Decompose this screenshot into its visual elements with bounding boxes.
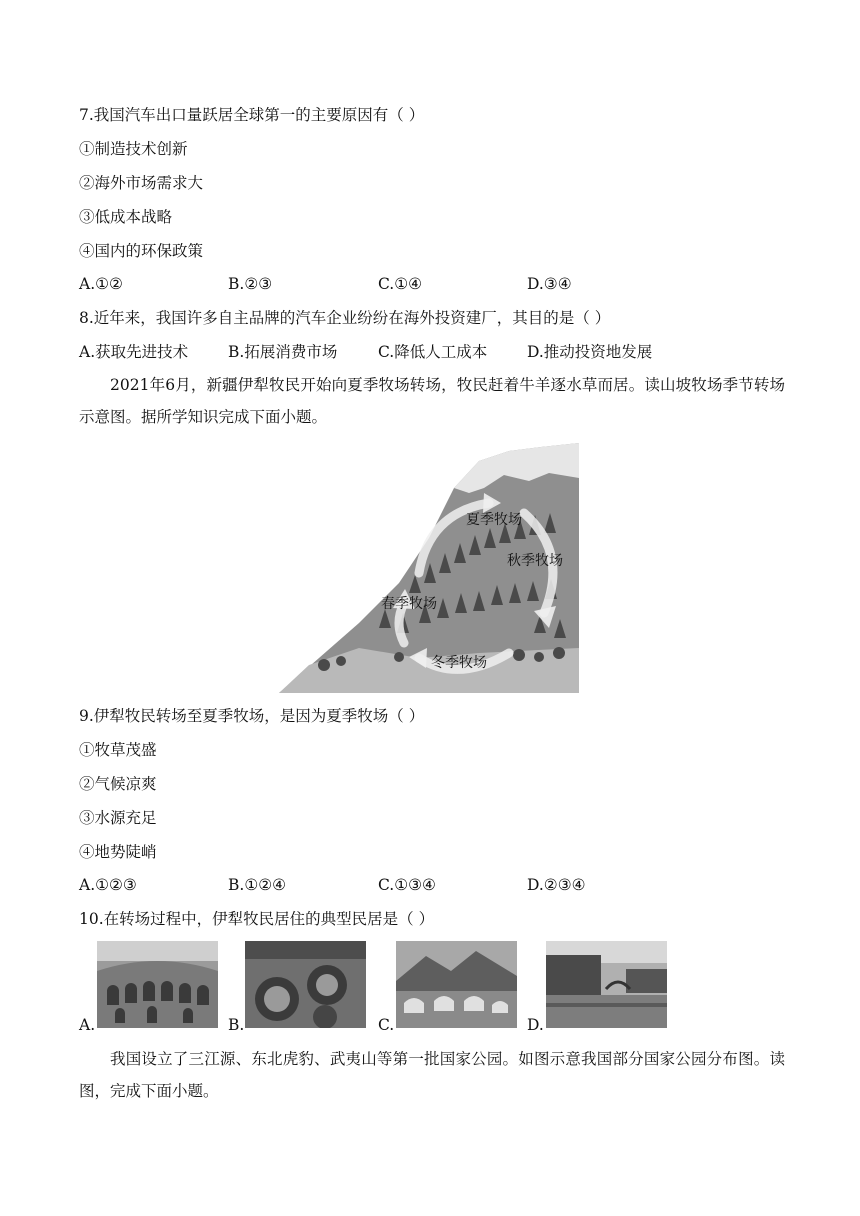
q9-item-1: ①牧草茂盛 <box>79 741 157 759</box>
q8-stem: 8.近年来，我国许多自主品牌的汽车企业纷纷在海外投资建厂，其目的是（ ） <box>79 309 611 327</box>
q8-option-b: B.拓展消费市场 <box>228 343 338 361</box>
q10-option-c-image <box>396 941 517 1028</box>
q10-option-a-label: A. <box>79 1016 96 1034</box>
q7-item-3: ③低成本战略 <box>79 208 173 226</box>
passage-transhumance: 2021年6月，新疆伊犁牧民开始向夏季牧场转场，牧民赶着牛羊逐水草而居。读山坡牧场季节转场示意图。据所学知识完成下面小题。 <box>79 376 785 426</box>
q10-option-b-image <box>245 941 366 1028</box>
q10-option-d-image <box>546 941 667 1028</box>
q9-item-4: ④地势陡峭 <box>79 843 157 861</box>
q8-option-c: C.降低人工成本 <box>378 343 488 361</box>
q9-stem: 9.伊犁牧民转场至夏季牧场，是因为夏季牧场（ ） <box>79 707 425 725</box>
q10-stem: 10.在转场过程中，伊犁牧民居住的典型民居是（ ） <box>79 910 435 928</box>
q10-option-b-label: B. <box>228 1016 245 1034</box>
q8-option-d: D.推动投资地发展 <box>527 343 653 361</box>
q9-option-a: A.①②③ <box>79 876 137 894</box>
q7-option-b: B.②③ <box>228 275 273 293</box>
label-spring-pasture: 春季牧场 <box>381 596 437 612</box>
q10-option-a-image <box>97 941 218 1028</box>
label-summer-pasture: 夏季牧场 <box>466 512 522 528</box>
q9-option-d: D.②③④ <box>527 876 586 894</box>
passage-national-parks: 我国设立了三江源、东北虎豹、武夷山等第一批国家公园。如图示意我国部分国家公园分布图。读图，完成下面小题。 <box>79 1050 785 1100</box>
q7-item-4: ④国内的环保政策 <box>79 242 204 260</box>
q7-stem: 7.我国汽车出口量跃居全球第一的主要原因有（ ） <box>79 106 425 124</box>
q9-option-c: C.①③④ <box>378 876 436 894</box>
q7-option-a: A.①② <box>79 275 123 293</box>
q7-item-1: ①制造技术创新 <box>79 140 188 158</box>
seasonal-pasture-figure <box>279 443 579 693</box>
q9-item-3: ③水源充足 <box>79 809 157 827</box>
q8-option-a: A.获取先进技术 <box>79 343 189 361</box>
q9-item-2: ②气候凉爽 <box>79 775 157 793</box>
q10-option-d-label: D. <box>527 1016 544 1034</box>
q10-option-c-label: C. <box>378 1016 395 1034</box>
q7-option-c: C.①④ <box>378 275 423 293</box>
label-autumn-pasture: 秋季牧场 <box>507 553 563 569</box>
q7-option-d: D.③④ <box>527 275 572 293</box>
label-winter-pasture: 冬季牧场 <box>431 655 487 671</box>
q9-option-b: B.①②④ <box>228 876 287 894</box>
q7-item-2: ②海外市场需求大 <box>79 174 204 192</box>
